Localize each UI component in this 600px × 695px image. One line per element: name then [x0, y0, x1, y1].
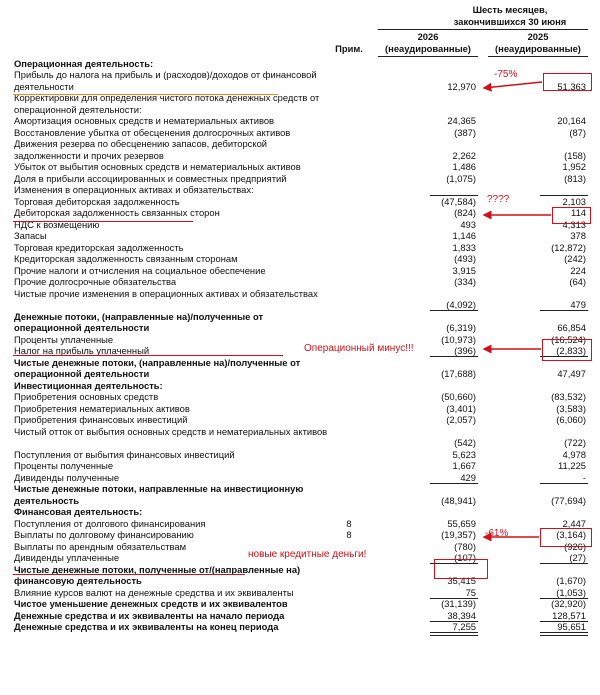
- row-label: Дивиденды полученные: [14, 471, 120, 483]
- value-2026: 7,255: [452, 621, 476, 632]
- value-2025: (722): [564, 437, 586, 448]
- value-2026: (107): [454, 552, 476, 563]
- value-2025: (242): [564, 253, 586, 264]
- row-label: Инвестиционная деятельность:: [14, 379, 163, 391]
- row-label: Торговая кредиторская задолженность: [14, 241, 184, 253]
- value-2025: (158): [564, 149, 586, 161]
- col-note-header: Прим.: [335, 43, 363, 54]
- row-note: 8: [346, 529, 352, 540]
- row-label: Проценты уплаченные: [14, 333, 114, 345]
- value-2026: 5,623: [452, 448, 476, 460]
- row-label: Поступления от выбытия финансовых инвестиций: [14, 448, 235, 460]
- value-2026: (10,973): [441, 333, 476, 345]
- row-label: Доля в прибыли ассоциированных и совместных предприятий: [14, 172, 287, 184]
- value-2026: (31,139): [441, 598, 476, 609]
- value-2026: 3,915: [452, 264, 476, 276]
- value-2025: 66,854: [557, 322, 586, 333]
- value-2025: -: [582, 471, 586, 483]
- value-2025: 224: [570, 264, 586, 276]
- value-2026: (824): [454, 207, 476, 218]
- value-2026: 38,394: [447, 609, 476, 621]
- col-2026-sub: (неаудированные): [385, 42, 471, 54]
- row-label: Чистое уменьшение денежных средств и их эквивалентов: [14, 598, 288, 609]
- value-2026: 2,262: [452, 149, 476, 161]
- value-2026: (396): [454, 345, 476, 356]
- row-label: Чистые прочие изменения в операционных активах и обязательствах: [14, 287, 318, 299]
- value-2025: (77,694): [551, 494, 586, 506]
- value-2026: 1,833: [452, 241, 476, 253]
- row-label: Выплаты по долговому финансированию: [14, 529, 194, 540]
- row-label: Чистые денежные потоки, направленные на инвестиционную деятельность: [14, 483, 304, 506]
- value-2025: 1,952: [562, 161, 586, 172]
- value-2025: 47,497: [557, 368, 586, 379]
- value-2025: (6,060): [556, 414, 586, 425]
- value-2026: (17,688): [441, 368, 476, 379]
- row-label: Прочие долгосрочные обязательства: [14, 276, 177, 287]
- row-label: Поступления от долгового финансирования: [14, 517, 206, 529]
- row-label: Денежные потоки, (направленные на)/полученные от операционной деятельности: [14, 310, 264, 333]
- annotation-pct-investing: -61%: [485, 528, 509, 539]
- value-2025: 2,103: [562, 195, 586, 207]
- value-2025: (2,833): [556, 345, 586, 356]
- value-2026: (780): [454, 540, 476, 552]
- value-2025: 479: [570, 299, 586, 310]
- col-2025-year: 2025: [527, 31, 549, 42]
- col-2025-sub: (неаудированные): [495, 42, 581, 54]
- row-label: Кредиторская задолженность связанным сторонам: [14, 253, 238, 264]
- row-label: Корректировки для определения чистого потока денежных средств от операционной деятельности:: [14, 92, 320, 115]
- value-2026: (542): [454, 437, 476, 448]
- row-label: Операционная деятельность:: [14, 57, 154, 69]
- row-label: Торговая дебиторская задолженность: [14, 195, 180, 207]
- row-label: Восстановление убытка от обесценения долгосрочных активов: [14, 126, 291, 138]
- value-2026: 55,659: [447, 517, 476, 529]
- value-2026: (6,319): [446, 322, 476, 333]
- value-2025: (3,164): [556, 529, 586, 540]
- value-2026: 493: [460, 218, 476, 230]
- row-label: Дебиторская задолженность связанных сторон: [14, 207, 220, 218]
- row-label: Приобретения основных средств: [14, 391, 159, 402]
- value-2025: 378: [570, 230, 586, 241]
- annotation-operating-minus: Операционный минус!!!: [304, 343, 414, 354]
- value-2025: (64): [569, 276, 586, 287]
- row-label: Финансовая деятельность:: [14, 506, 143, 517]
- value-2025: 128,571: [552, 609, 586, 621]
- row-note: 8: [346, 517, 352, 529]
- row-label: Чистые денежные потоки, (направленные на)/полученные от операционной деятельности: [14, 356, 301, 379]
- value-2025: 114: [571, 207, 586, 218]
- value-2025: (813): [564, 172, 586, 184]
- row-label: Денежные средства и их эквиваленты на начало периода: [14, 609, 285, 621]
- row-label: Проценты полученные: [14, 460, 114, 471]
- value-2026: (387): [454, 126, 476, 138]
- value-2026: (3,401): [446, 402, 476, 414]
- row-label: Денежные средства и их эквиваленты на конец периода: [14, 621, 279, 632]
- value-2025: 4,978: [562, 448, 586, 460]
- annotation-new-credit: новые кредитные деньги!: [248, 549, 367, 560]
- row-label: Чистый отток от выбытия основных средств и нематериальных активов: [14, 425, 328, 437]
- row-label: Запасы: [14, 230, 47, 241]
- row-label: Прибыль до налога на прибыль и (расходов)/доходов от финансовой деятельности: [14, 69, 317, 92]
- value-2025: (1,053): [556, 586, 586, 598]
- value-2025: (87): [569, 126, 586, 138]
- annotation-pct-profit: -75%: [494, 69, 518, 80]
- value-2026: (4,092): [446, 299, 476, 310]
- value-2025: 20,164: [557, 115, 586, 126]
- row-label: Приобретения финансовых инвестиций: [14, 414, 188, 425]
- value-2026: 1,146: [452, 230, 476, 241]
- value-2026: 35,415: [447, 575, 476, 586]
- row-label: Чистые денежные потоки, полученные от/(направленные на) финансовую деятельность: [14, 563, 301, 586]
- value-2025: 11,225: [558, 460, 586, 471]
- value-2025: (926): [564, 540, 586, 552]
- row-label: Выплаты по арендным обязательствам: [14, 540, 187, 552]
- value-2025: (32,920): [551, 598, 586, 609]
- value-2026: 429: [460, 471, 476, 483]
- value-2025: (1,670): [556, 575, 586, 586]
- value-2026: (493): [454, 253, 476, 264]
- col-2026-year: 2026: [417, 31, 439, 42]
- value-2025: (12,872): [551, 241, 586, 253]
- value-2025: (3,583): [556, 402, 586, 414]
- row-label: Прочие налоги и отчисления на социальное обеспечение: [14, 264, 266, 276]
- value-2026: (2,057): [446, 414, 476, 425]
- row-label: Убыток от выбытия основных средств и нематериальных активов: [14, 161, 301, 172]
- value-2025: (27): [569, 552, 586, 563]
- row-label: НДС к возмещению: [14, 218, 100, 230]
- value-2026: 1,667: [452, 460, 476, 471]
- value-2026: (19,357): [441, 529, 476, 540]
- row-label: Дивиденды уплаченные: [14, 552, 120, 563]
- row-label: Приобретения нематериальных активов: [14, 402, 190, 414]
- value-2026: (50,660): [441, 391, 476, 402]
- value-2026: 1,486: [452, 161, 476, 172]
- value-2025: (83,532): [551, 391, 586, 402]
- row-label: Влияние курсов валют на денежные средства и их эквиваленты: [14, 586, 294, 598]
- row-label: Изменения в операционных активах и обязательствах:: [14, 184, 254, 195]
- row-label: Движения резерва по обесценению запасов, дебиторской задолженности и прочих резервов: [14, 138, 268, 161]
- value-2026: (47,584): [441, 195, 476, 207]
- value-2025: 95,651: [557, 621, 586, 632]
- value-2026: (334): [454, 276, 476, 287]
- value-2026: (1,075): [446, 172, 476, 184]
- value-2026: 75: [465, 586, 476, 598]
- value-2025: 2,447: [562, 517, 586, 529]
- value-2026: 12,970: [447, 80, 476, 92]
- row-label: Налог на прибыль уплаченный: [14, 345, 150, 356]
- period-title-line2: закончившихся 30 июня: [453, 15, 567, 27]
- row-label: Амортизация основных средств и нематериальных активов: [14, 115, 275, 126]
- value-2025: 4,313: [562, 218, 586, 230]
- value-2026: (48,941): [441, 494, 476, 506]
- value-2025: 51,363: [557, 80, 586, 92]
- value-2026: 24,365: [447, 115, 476, 126]
- period-title-line1: Шесть месяцев,: [472, 4, 548, 15]
- arrow-profit: [484, 82, 542, 88]
- annotation-question-marks: ????: [487, 194, 510, 205]
- value-2025: (16,524): [551, 333, 586, 345]
